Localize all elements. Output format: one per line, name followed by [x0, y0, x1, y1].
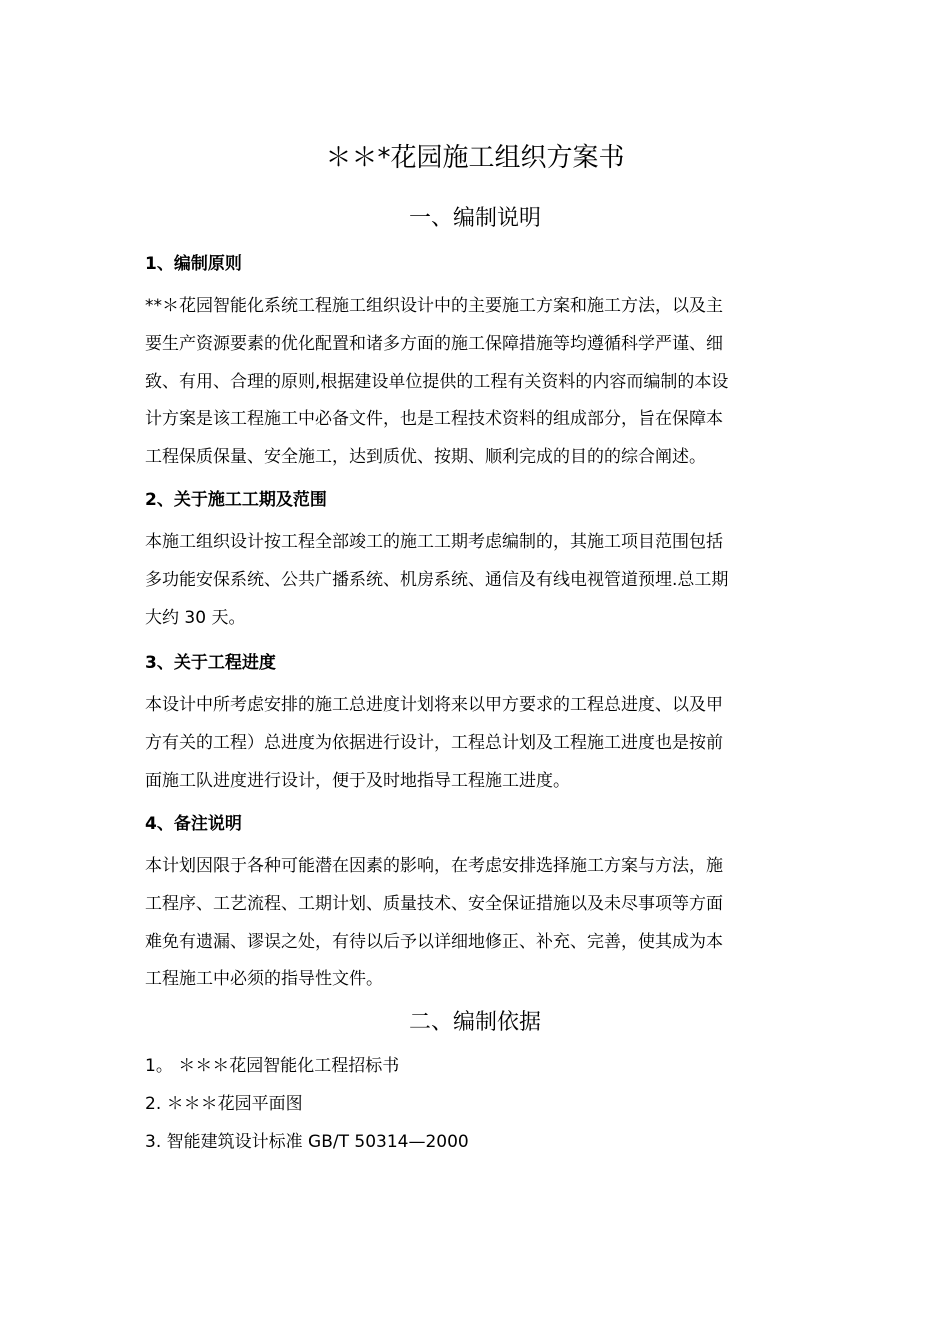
paragraph-remarks	[145, 848, 805, 999]
paragraph-line: 计方案是该工程施工中必备文件，也是工程技术资料的组成部分，旨在保障本	[145, 409, 723, 430]
list-item: 2. ＊＊＊花园平面图	[145, 1093, 303, 1114]
paragraph-progress	[145, 687, 805, 800]
paragraph-line: 方有关的工程）总进度为依据进行设计，工程总计划及工程施工进度也是按前	[145, 732, 723, 753]
paragraph-line: 大约 30 天。	[145, 607, 246, 628]
paragraph-principles	[145, 288, 805, 477]
paragraph-line: 本计划因限于各种可能潜在因素的影响，在考虑安排选择施工方案与方法，施	[145, 856, 723, 876]
document-title: ＊＊*花园施工组织方案书	[325, 143, 625, 173]
paragraph-line: 要生产资源要素的优化配置和诸多方面的施工保障措施等均遵循科学严谨、细	[145, 333, 723, 354]
subsection-heading-schedule-scope: 2、关于施工工期及范围	[145, 490, 327, 510]
paragraph-line: 工程施工中必须的指导性文件。	[145, 969, 383, 990]
subsection-heading-remarks: 4、备注说明	[145, 814, 242, 834]
paragraph-line: 面施工队进度进行设计，便于及时地指导工程施工进度。	[145, 770, 570, 791]
section-heading-compilation-notes: 一、编制说明	[408, 206, 541, 231]
list-item: 1。 ＊＊＊花园智能化工程招标书	[145, 1056, 400, 1076]
subsection-heading-principles: 1、编制原则	[145, 254, 242, 274]
paragraph-line: 工程序、工艺流程、工期计划、质量技术、安全保证措施以及未尽事项等方面	[145, 893, 723, 914]
paragraph-line: 多功能安保系统、公共广播系统、机房系统、通信及有线电视管道预埋.总工期	[145, 569, 729, 590]
reference-list	[145, 1048, 805, 1161]
paragraph-line: 工程保质保量、安全施工，达到质优、按期、顺利完成的目的的综合阐述。	[145, 447, 706, 468]
subsection-heading-progress: 3、关于工程进度	[145, 653, 276, 673]
paragraph-schedule-scope	[145, 524, 805, 637]
paragraph-line: 本设计中所考虑安排的施工总进度计划将来以甲方要求的工程总进度、以及甲	[145, 695, 723, 715]
list-item: 3. 智能建筑设计标准 GB/T 50314—2000	[145, 1131, 469, 1152]
paragraph-line: 致、有用、合理的原则,根据建设单位提供的工程有关资料的内容而编制的本设	[145, 371, 729, 392]
paragraph-line: 难免有遗漏、谬误之处，有待以后予以详细地修正、补充、完善，使其成为本	[145, 931, 723, 952]
paragraph-line: 本施工组织设计按工程全部竣工的施工工期考虑编制的，其施工项目范围包括	[145, 532, 723, 552]
paragraph-line: **＊花园智能化系统工程施工组织设计中的主要施工方案和施工方法，以及主	[145, 296, 723, 316]
section-heading-compilation-basis: 二、编制依据	[408, 1010, 541, 1035]
